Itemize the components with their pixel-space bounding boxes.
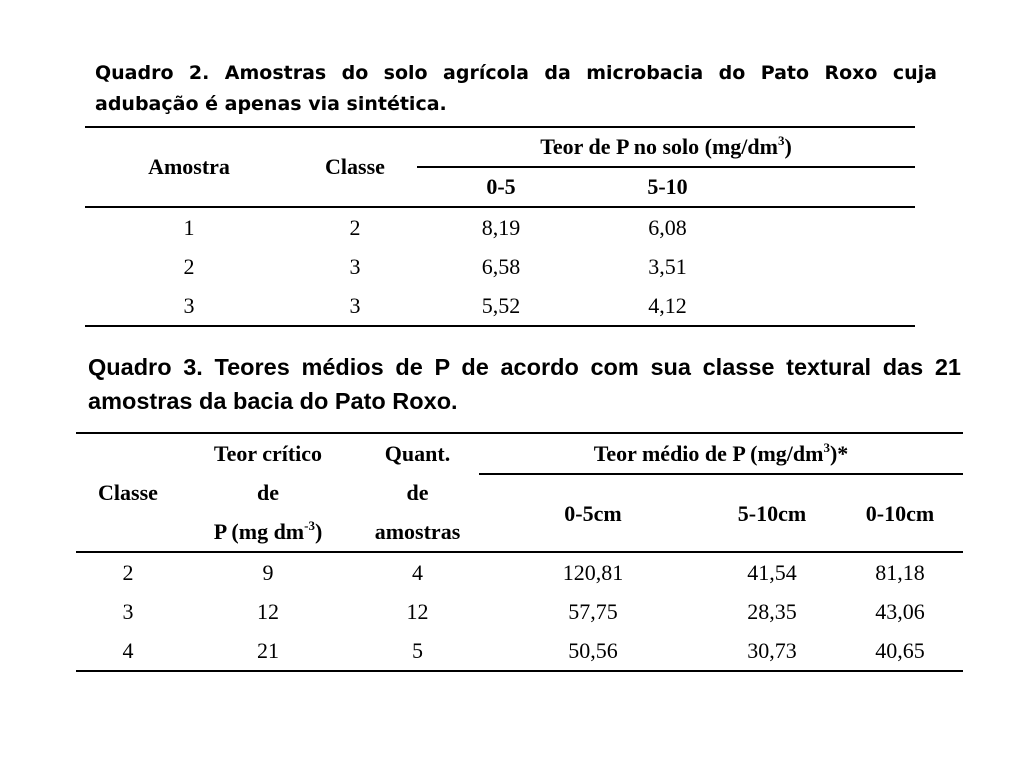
cell-amostra: 1 [183,214,195,240]
cell-depth-5-10cm: 30,73 [747,637,797,663]
header-depth-0-10cm: 0-10cm [837,474,963,552]
table-row [85,286,915,326]
cell-depth-0-10cm: 40,65 [875,637,925,663]
cell-teor-critico: 9 [262,559,274,585]
header-empty [750,167,915,207]
cell-depth-5-10cm: 41,54 [747,559,797,585]
header-teor-critico-line1: Teor crítico [213,441,323,466]
header-depth-5-10cm: 5-10cm [707,474,837,552]
cell-classe: 4 [122,637,134,663]
cell-empty [750,247,915,286]
header-teor-p-text: Teor de P no solo (mg/dm [540,134,778,159]
header-teor-medio-close: )* [829,441,849,466]
cell-classe: 2 [122,559,134,585]
header-depth-0-5cm: 0-5cm [479,474,707,552]
header-amostra: Amostra [85,127,293,207]
cell-classe: 3 [349,292,361,318]
cell-depth-0-10cm: 81,18 [875,559,925,585]
cell-classe: 2 [349,214,361,240]
cell-depth-0-5: 8,19 [481,214,521,240]
header-quant-amostras [356,433,479,552]
cell-quant: 5 [412,637,423,663]
quadro-3-caption: Quadro 3. Teores médios de P de acordo com sua classe textural das 21 amostras da bacia do Pato Roxo. [88,354,961,414]
table-row [85,207,915,247]
header-quant-line1: Quant. [384,441,451,466]
header-classe: Classe [76,433,180,552]
cell-depth-5-10: 6,08 [648,214,687,240]
header-teor-medio [479,433,963,474]
cell-depth-5-10: 4,12 [648,292,687,318]
cell-depth-0-5: 6,58 [481,253,521,279]
header-teor-medio-sup: 3 [823,440,830,455]
header-classe: Classe [293,127,417,207]
header-teor-critico-line2: de [257,480,279,505]
header-teor-critico [180,433,356,552]
header-teor-p-sup: 3 [777,133,785,148]
header-teor-p [417,127,915,167]
cell-depth-0-5: 5,52 [481,292,521,318]
header-quant-line2: de [406,480,429,505]
cell-empty [750,207,915,247]
cell-depth-0-10cm: 43,06 [875,598,925,624]
header-teor-medio-text: Teor médio de P (mg/dm [593,441,824,466]
cell-amostra: 3 [183,292,195,318]
cell-amostra: 2 [183,253,195,279]
table-row [85,247,915,286]
cell-classe: 3 [122,598,134,624]
header-teor-p-close: ) [784,134,792,159]
cell-depth-0-5cm: 120,81 [562,559,624,585]
cell-depth-5-10: 3,51 [648,253,687,279]
cell-teor-critico: 12 [257,598,279,624]
table-row [76,631,963,671]
header-teor-critico-line3: P (mg dm [213,519,305,544]
table-row [76,552,963,592]
header-quant-line3: amostras [374,519,461,544]
header-teor-critico-close: ) [314,519,323,544]
quadro-2-caption: Quadro 2. Amostras do solo agrícola da microbacia do Pato Roxo cuja adubação é apenas via sintética. [95,62,937,115]
quadro-2-table [85,126,915,327]
header-depth-5-10: 5-10 [585,167,750,207]
header-teor-critico-sup: -3 [304,518,315,533]
header-depth-0-5: 0-5 [417,167,585,207]
cell-depth-0-5cm: 57,75 [568,598,618,624]
cell-quant: 12 [406,598,429,624]
cell-quant: 4 [412,559,423,585]
cell-depth-5-10cm: 28,35 [747,598,797,624]
table-row [76,592,963,631]
cell-empty [750,286,915,326]
cell-depth-0-5cm: 50,56 [568,637,618,663]
quadro-3-table [76,432,963,672]
cell-classe: 3 [349,253,361,279]
cell-teor-critico: 21 [257,637,279,663]
